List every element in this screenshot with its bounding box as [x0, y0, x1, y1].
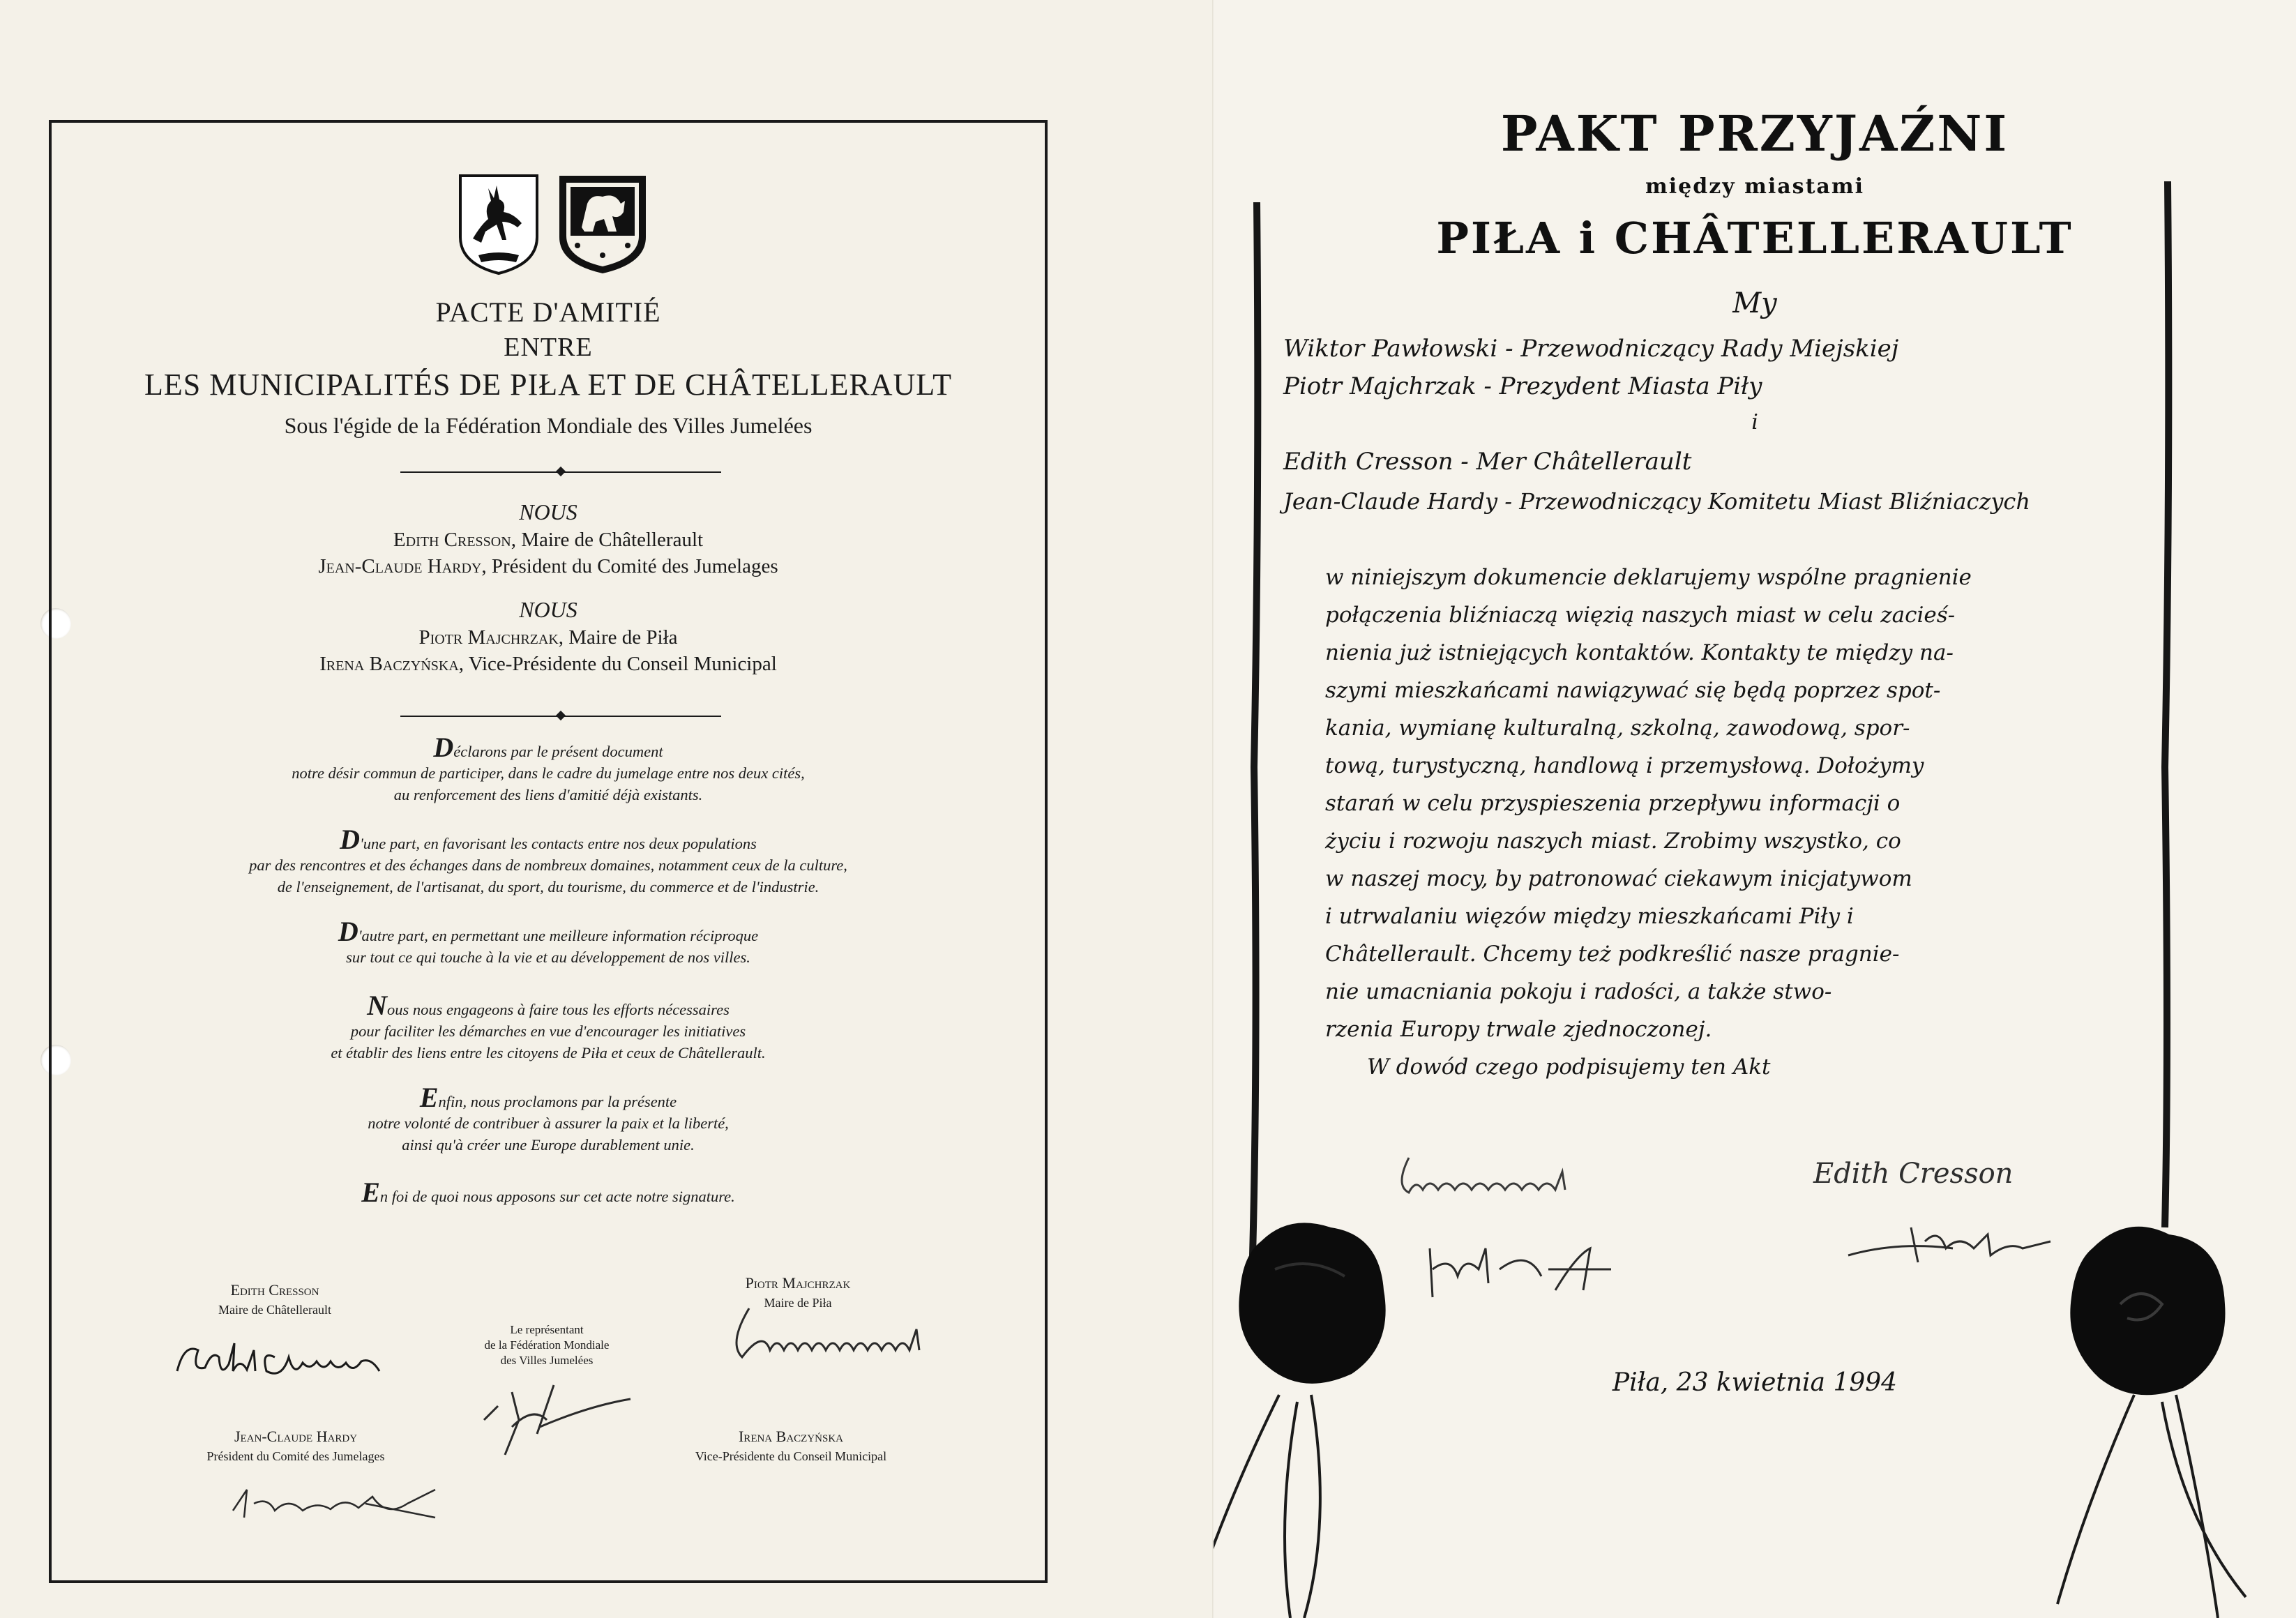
body-line: połączenia bliźniaczą więzią naszych miast w celu zacieś- [1325, 603, 1956, 628]
handwritten-signature-hardy [226, 1476, 449, 1532]
signatory-line-pl: Wiktor Pawłowski - Przewodniczący Rady Miejskiej [1283, 335, 1899, 363]
pakt-subtitle: między miastami [1645, 174, 1865, 199]
signatory-line-pl: Piotr Majchrzak - Prezydent Miasta Piły [1283, 372, 1762, 400]
chatellerault-coat-of-arms-icon [557, 173, 639, 276]
handwritten-signature-hardy [1841, 1214, 2064, 1276]
body-line: Châtellerault. Chcemy też podkreślić nasze pragnie- [1325, 942, 1900, 967]
pakt-title: PAKT PRZYJAŹNI [1500, 105, 2009, 162]
signature-block-majchrzak: Piotr Majchrzak Maire de Piła [745, 1274, 851, 1310]
body-line: kania, wymianę kulturalną, szkolną, zawodową, spor- [1325, 716, 1910, 741]
nous-heading: NOUS [519, 597, 577, 622]
body-line: starań w celu przyspieszenia przepływu informacji o [1325, 791, 1901, 816]
signatory-line: Piotr Majchrzak, Maire de Piła [418, 626, 678, 649]
signatory-line: Edith Cresson, Maire de Châtellerault [393, 529, 704, 551]
handwritten-signature-federation [470, 1378, 637, 1462]
body-line: i utrwalaniu więzów między mieszkańcami Piły i [1325, 904, 1854, 929]
cities-heading: PIŁA i CHÂTELLERAULT [1436, 213, 2074, 264]
handwritten-signature-cresson [170, 1329, 400, 1392]
divider-ornament [556, 711, 566, 720]
pila-coat-of-arms-icon [458, 173, 540, 276]
handwritten-signature-pawlowski [1416, 1227, 1625, 1304]
handwritten-signature-cresson: Edith Cresson [1813, 1158, 2014, 1190]
declaration-paragraph: D'autre part, en permettant une meilleure information réciproque sur tout ce qui touche à la vie et au développement de nos villes. [338, 916, 759, 966]
signatory-line: Irena Baczyńska, Vice-Présidente du Conseil Municipal [319, 653, 777, 675]
body-line: nienia już istniejących kontaktów. Kontakty te między na- [1325, 640, 1954, 665]
municipalities-heading: LES MUNICIPALITÉS DE PIŁA ET DE CHÂTELLERAULT [144, 368, 953, 402]
body-line: w niniejszym dokumencie deklarujemy wspólne pragnienie [1325, 565, 1972, 590]
declaration-paragraph: D'une part, en favorisant les contacts entre nos deux populations par des rencontres et des échanges dans de nombreux domaines, notamment ceux de la culture, de l'enseignement, de l'artisanat, du sport, du tourisme, du commerce et de l'industrie. [249, 824, 847, 895]
signature-block-hardy: Jean-Claude Hardy Président du Comité des Jumelages [206, 1428, 385, 1463]
federation-subtitle: Sous l'égide de la Fédération Mondiale des Villes Jumelées [284, 413, 813, 438]
signatory-line-fr: Edith Cresson - Mer Châtellerault [1283, 448, 1692, 476]
declaration-paragraph: Nous nous engageons à faire tous les efforts nécessaires pour faciliter les démarches en vue d'encourager les initiatives et établir des liens entre les citoyens de Piła et ceux de Châtellerault. [331, 990, 766, 1061]
declaration-paragraph: Enfin, nous proclamons par la présente notre volonté de contribuer à assurer la paix et la liberté, ainsi qu'à créer une Europe durablement unie. [368, 1082, 729, 1154]
entre-heading: ENTRE [504, 333, 593, 362]
body-line: rzenia Europy trwale zjednoczonej. [1325, 1017, 1712, 1042]
body-line: szymi mieszkańcami nawiązywać się będą poprzez spot- [1325, 678, 1941, 703]
body-line: nie umacniania pokoju i radości, a także stwo- [1325, 979, 1832, 1004]
signatory-line: Jean-Claude Hardy, Président du Comité des Jumelages [318, 555, 778, 577]
signature-block-baczynska: Irena Baczyńska Vice-Présidente du Conseil Municipal [695, 1428, 887, 1463]
handwritten-signature-majchrzak [721, 1301, 951, 1378]
and-conjunction: i [1751, 410, 1758, 434]
signature-block-cresson: Edith Cresson Maire de Châtellerault [218, 1281, 331, 1317]
closing-line: W dowód czego podpisujemy ten Akt [1367, 1054, 1771, 1080]
my-heading: My [1732, 287, 1777, 319]
nous-heading: NOUS [519, 499, 577, 524]
declaration-paragraph: En foi de quoi nous apposons sur cet acte notre signature. [361, 1177, 735, 1208]
signatory-line-fr: Jean-Claude Hardy - Przewodniczący Komitetu Miast Bliźniaczych [1283, 488, 2030, 515]
signature-block-federation: Le représentant de la Fédération Mondiale des Villes Jumelées [484, 1323, 610, 1367]
handwritten-signature-majchrzak [1388, 1144, 1597, 1227]
handwritten-signature-baczynska [728, 1483, 923, 1525]
body-line: w naszej mocy, by patronować ciekawym inicjatywom [1325, 866, 1912, 891]
wax-seal-left-icon [1233, 1214, 1394, 1388]
pacte-title: PACTE D'AMITIÉ [435, 296, 661, 328]
body-line: życiu i rozwoju naszych miast. Zrobimy wszystko, co [1325, 829, 1901, 854]
body-line: tową, turystyczną, handlową i przemysłową. Dołożymy [1325, 753, 1924, 778]
polish-document-page [1214, 0, 2296, 1618]
date-place: Piła, 23 kwietnia 1994 [1612, 1368, 1898, 1397]
divider-ornament [556, 467, 566, 476]
declaration-paragraph: Déclarons par le présent document notre désir commun de participer, dans le cadre du jumelage entre nos deux cités, au renforcement des liens d'amitié déjà existants. [292, 732, 805, 803]
document-frame [49, 120, 1048, 1583]
